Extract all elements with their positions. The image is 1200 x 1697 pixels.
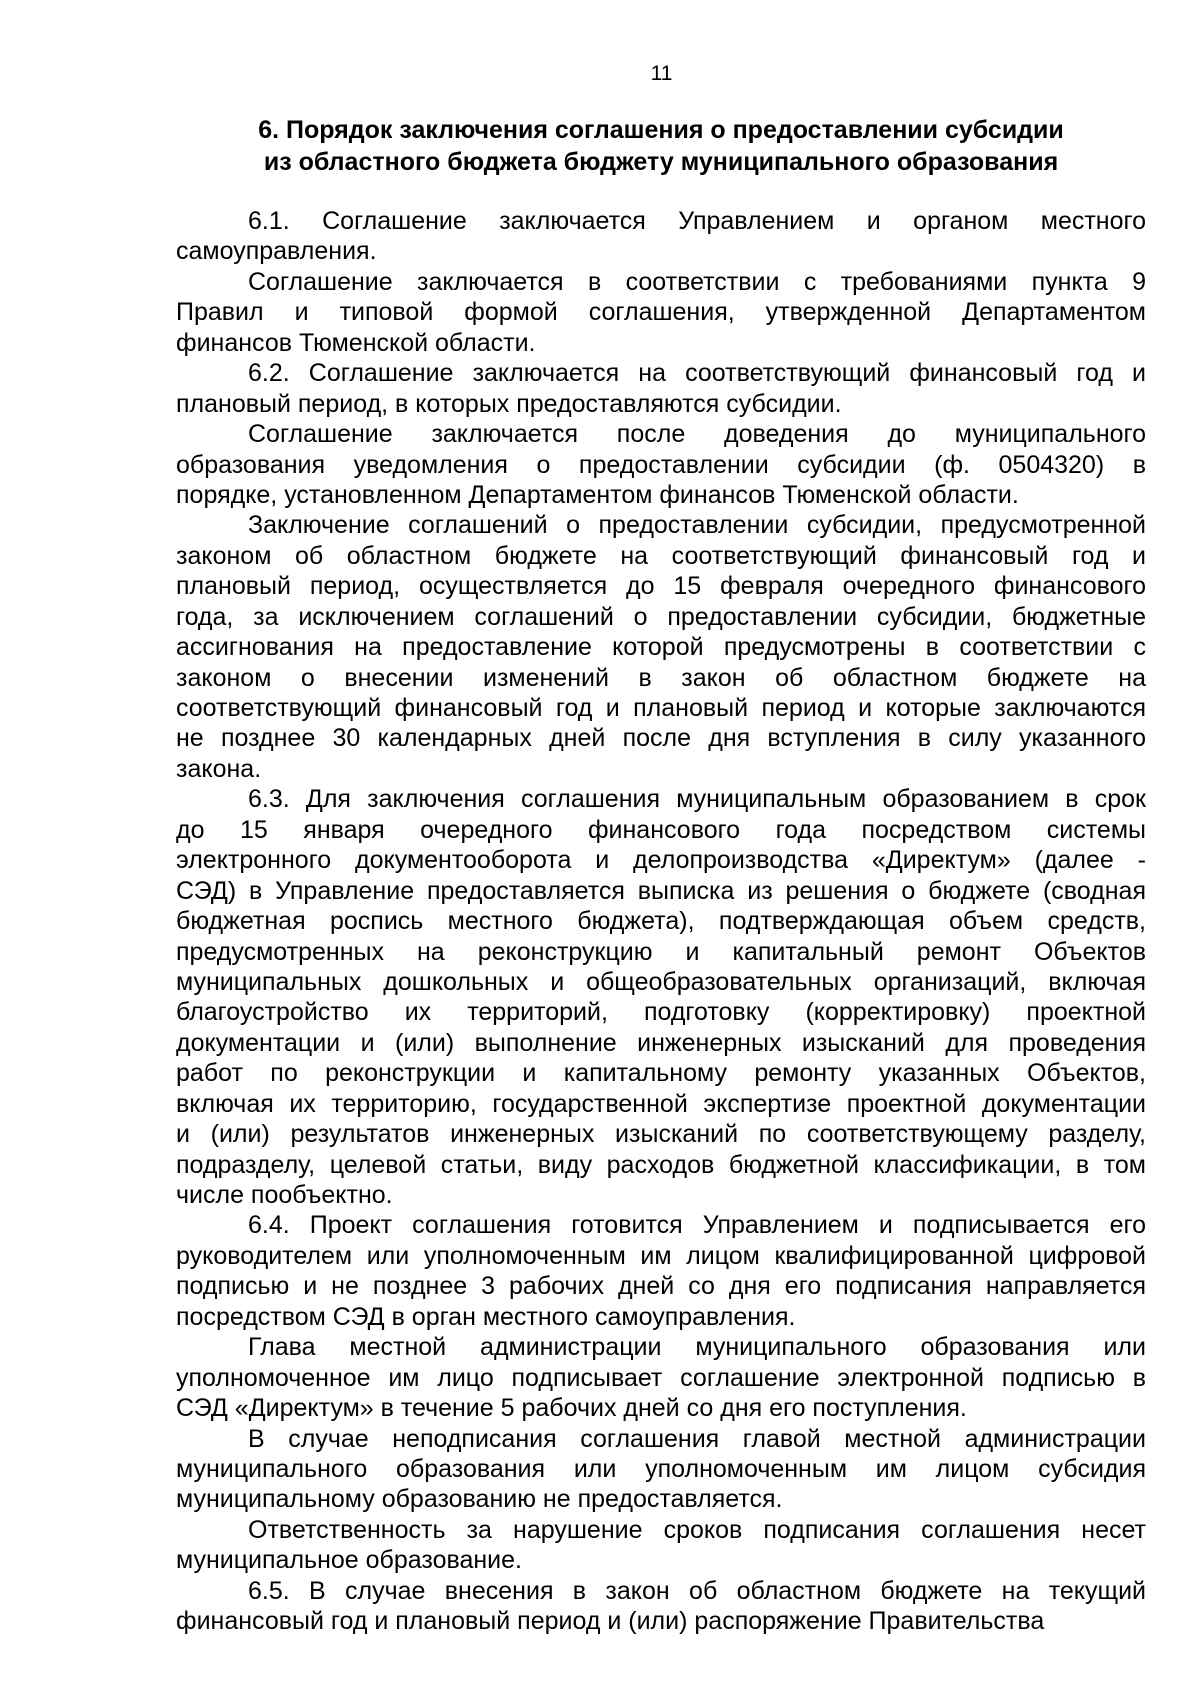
paragraph — [176, 784, 1146, 1210]
paragraph-line: до 15 января очередного финансового года посредством системы — [176, 815, 1146, 844]
paragraph-line: муниципального образования или уполномоченным им лицом субсидия — [176, 1454, 1146, 1483]
paragraph-line: благоустройство их территорий, подготовку (корректировку) проектной — [176, 998, 1146, 1027]
paragraph-line: В случае неподписания соглашения главой местной администрации — [248, 1424, 1146, 1453]
paragraph-line: СЭД «Директум» в течение 5 рабочих дней со дня его поступления. — [176, 1394, 967, 1423]
paragraph-line: порядке, установленном Департаментом финансов Тюменской области. — [176, 480, 1019, 509]
page-number: 11 — [650, 62, 673, 85]
paragraph — [176, 1210, 1146, 1332]
paragraph-line: СЭД) в Управление предоставляется выписка из решения о бюджете (сводная — [176, 876, 1146, 905]
paragraph-line: включая их территорию, государственной экспертизе проектной документации — [176, 1089, 1146, 1118]
paragraph-line: плановый период, осуществляется до 15 февраля очередного финансового — [176, 572, 1146, 601]
paragraph-line: Соглашение заключается в соответствии с требованиями пункта 9 — [248, 267, 1146, 296]
heading-line: 6. Порядок заключения соглашения о предоставлении субсидии — [258, 116, 1064, 144]
paragraph-line: ассигнования на предоставление которой предусмотрены в соответствии с — [176, 633, 1146, 662]
paragraph — [176, 419, 1146, 510]
paragraph-line: числе пообъектно. — [176, 1181, 393, 1209]
paragraph-line: муниципальному образованию не предоставляется. — [176, 1485, 783, 1514]
paragraph-line: законом об областном бюджете на соответствующий финансовый год и — [176, 541, 1146, 570]
paragraph-line: уполномоченное им лицо подписывает соглашение электронной подписью в — [176, 1363, 1146, 1392]
paragraph — [176, 510, 1146, 784]
paragraph-line: соответствующий финансовый год и плановый период и которые заключаются — [176, 694, 1146, 722]
paragraph-line: образования уведомления о предоставлении субсидии (ф. 0504320) в — [176, 450, 1146, 479]
paragraph — [176, 1424, 1146, 1515]
paragraph-line: года, за исключением соглашений о предоставлении субсидии, бюджетные — [176, 602, 1146, 631]
paragraph-line: Правил и типовой формой соглашения, утвержденной Департаментом — [176, 298, 1146, 327]
paragraph-line: 6.4. Проект соглашения готовится Управлением и подписывается его — [248, 1211, 1146, 1240]
paragraph-line: Ответственность за нарушение сроков подписания соглашения несет — [248, 1515, 1146, 1544]
paragraph-line: не позднее 30 календарных дней после дня вступления в силу указанного — [176, 724, 1146, 753]
paragraph-line: руководителем или уполномоченным им лицом квалифицированной цифровой — [176, 1241, 1146, 1270]
paragraph-line: Глава местной администрации муниципального образования или — [248, 1333, 1146, 1362]
paragraph-line: самоуправления. — [176, 237, 377, 266]
paragraph-line: законом о внесении изменений в закон об областном бюджете на — [176, 663, 1146, 692]
paragraph-line: 6.3. Для заключения соглашения муниципальным образованием в срок — [248, 785, 1146, 814]
paragraph-line: бюджетная роспись местного бюджета), подтверждающая объем средств, — [176, 907, 1146, 936]
paragraph-line: Соглашение заключается после доведения до муниципального — [248, 420, 1146, 449]
paragraph-line: муниципальных дошкольных и общеобразовательных организаций, включая — [176, 967, 1146, 996]
paragraph-line: финансовый год и плановый период и (или) распоряжение Правительства — [176, 1607, 1045, 1636]
paragraph-line: Заключение соглашений о предоставлении субсидии, предусмотренной — [248, 511, 1146, 540]
paragraph-line: электронного документооборота и делопроизводства «Директум» (далее - — [176, 846, 1146, 875]
paragraph-line: предусмотренных на реконструкцию и капитальный ремонт Объектов — [176, 937, 1146, 966]
paragraph-line: 6.2. Соглашение заключается на соответствующий финансовый год и — [248, 359, 1146, 388]
paragraph — [176, 358, 1146, 419]
paragraph-line: документации и (или) выполнение инженерных изысканий для проведения — [176, 1028, 1146, 1057]
paragraph — [176, 1515, 1146, 1576]
paragraph-line: работ по реконструкции и капитальному ремонту указанных Объектов, — [176, 1059, 1146, 1088]
document-body — [176, 206, 1146, 1637]
paragraph-line: подписью и не позднее 3 рабочих дней со дня его подписания направляется — [176, 1272, 1146, 1301]
section-heading — [176, 114, 1146, 178]
paragraph-line: плановый период, в которых предоставляются субсидии. — [176, 389, 842, 418]
paragraph — [176, 206, 1146, 267]
paragraph — [176, 1576, 1146, 1637]
paragraph-line: муниципальное образование. — [176, 1546, 522, 1575]
paragraph-line: финансов Тюменской области. — [176, 328, 536, 357]
paragraph-line: 6.5. В случае внесения в закон об областном бюджете на текущий — [248, 1576, 1146, 1605]
paragraph-line: и (или) результатов инженерных изысканий по соответствующему разделу, — [176, 1120, 1146, 1149]
paragraph-line: подразделу, целевой статьи, виду расходов бюджетной классификации, в том — [176, 1150, 1146, 1179]
paragraph — [176, 1332, 1146, 1423]
paragraph-line: 6.1. Соглашение заключается Управлением и органом местного — [248, 207, 1146, 235]
paragraph-line: посредством СЭД в орган местного самоуправления. — [176, 1302, 796, 1331]
heading-line: из областного бюджета бюджету муниципального образования — [263, 148, 1059, 176]
paragraph-line: закона. — [176, 754, 262, 783]
paragraph — [176, 267, 1146, 358]
